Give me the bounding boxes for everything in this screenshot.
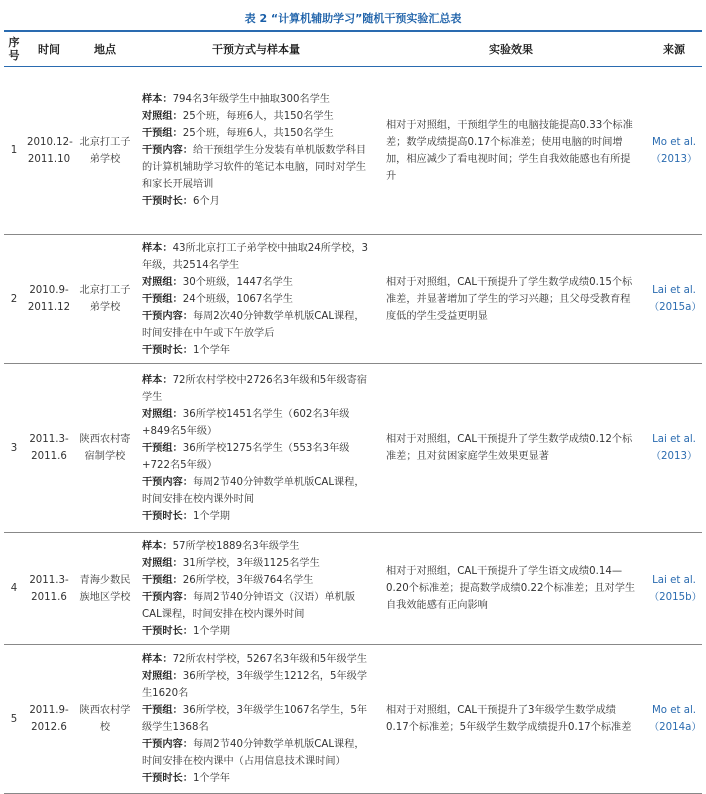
content-label: 干预内容： [142, 476, 193, 488]
header-location: 地点 [94, 42, 116, 56]
row-location: 陕西农村学校 [79, 705, 131, 733]
experiment-summary-table [4, 30, 702, 794]
table-row [4, 67, 702, 235]
sample-label: 样本： [142, 540, 173, 552]
sample-label: 样本： [142, 654, 173, 665]
treatment-label: 干预组： [142, 442, 183, 454]
sample-value: 794名3年级学生中抽取300名学生 [172, 94, 330, 105]
content-line [142, 308, 373, 342]
control-value: 31所学校，3年级1125名学生 [182, 557, 320, 569]
row-effect: 相对于对照组，CAL干预提升了学生数学成绩0.12个标准差；且对贫困家庭学生效果更显著 [386, 434, 633, 462]
sample-value: 43所北京打工子弟学校中抽取24所学校，3年级，共2514名学生 [142, 242, 368, 271]
row-source: Lai et al.（2013） [650, 434, 698, 462]
treatment-line [142, 440, 373, 474]
sample-line [142, 538, 373, 555]
treatment-line [142, 702, 373, 736]
header-time: 时间 [38, 42, 60, 56]
sample-label: 样本： [142, 94, 173, 105]
row-effect: 相对于对照组，干预组学生的电脑技能提高0.33个标准差；数学成绩提高0.17个标准差；使用电脑的时间增加，相应减少了看电视时间；学生自我效能感也有所提升 [386, 119, 633, 182]
duration-label: 干预时长： [142, 625, 193, 637]
table-row [4, 364, 702, 533]
control-label: 对照组： [142, 557, 183, 569]
content-value: 每周2节40分钟语文（汉语）单机版CAL课程，时间安排在校内课外时间 [142, 591, 356, 620]
control-line [142, 108, 373, 125]
content-value: 每周2节40分钟数学单机版CAL课程，时间安排在校内课外时间 [142, 476, 365, 505]
table-row [4, 645, 702, 794]
content-value: 每周2节40分钟数学单机版CAL课程，时间安排在校内课中（占用信息技术课时间） [142, 739, 365, 767]
treatment-line [142, 572, 373, 589]
header-effect: 实验效果 [489, 42, 533, 56]
control-line [142, 274, 373, 291]
control-value: 36所学校，3年级学生1212名，5年级学生1620名 [142, 671, 368, 699]
duration-line [142, 193, 373, 210]
duration-label: 干预时长： [142, 510, 193, 522]
treatment-line [142, 291, 373, 308]
row-location: 北京打工子弟学校 [79, 136, 131, 165]
duration-line [142, 508, 373, 525]
content-line [142, 589, 373, 623]
treatment-value: 36所学校，3年级学生1067名学生，5年级学生1368名 [142, 705, 368, 733]
row-effect: 相对于对照组，CAL干预提升了学生数学成绩0.15个标准差，并显著增加了学生的学习兴趣；且父母受教育程度低的学生受益更明显 [386, 276, 633, 322]
control-label: 对照组： [142, 276, 183, 288]
row-no: 4 [10, 583, 18, 594]
control-label: 对照组： [142, 111, 183, 122]
row-source: Lai et al.（2015a） [649, 285, 702, 313]
control-value: 30个班级，1447名学生 [182, 276, 293, 288]
duration-value: 1个学期 [192, 625, 230, 637]
duration-value: 1个学年 [192, 344, 230, 356]
row-method [136, 645, 376, 794]
treatment-label: 干预组： [142, 574, 183, 586]
row-time: 2011.9-2012.6 [29, 705, 69, 733]
sample-line [142, 372, 373, 406]
sample-line [142, 651, 373, 668]
duration-value: 1个学期 [192, 510, 230, 522]
row-effect: 相对于对照组，CAL干预提升了3年级学生数学成绩0.17个标准差；5年级学生数学成绩提升0.17个标准差 [386, 705, 632, 733]
control-value: 36所学校1451名学生（602名3年级+849名5年级） [142, 408, 350, 437]
row-method [136, 364, 376, 533]
content-line [142, 142, 373, 193]
row-time: 2010.12-2011.10 [27, 136, 73, 165]
treatment-label: 干预组： [142, 293, 183, 305]
control-label: 对照组： [142, 671, 183, 682]
treatment-value: 26所学校，3年级764名学生 [182, 574, 314, 586]
treatment-line [142, 125, 373, 142]
table-row [4, 533, 702, 645]
row-no: 3 [10, 442, 18, 454]
content-label: 干预内容： [142, 310, 193, 322]
content-value: 每周2次40分钟数学单机版CAL课程，时间安排在中午或下午放学后 [142, 310, 365, 339]
content-value: 给干预组学生分发装有单机版数学科目的计算机辅助学习软件的笔记本电脑，同时对学生和家长开展培训 [142, 145, 367, 190]
duration-line [142, 770, 373, 787]
row-no: 2 [10, 293, 18, 305]
duration-line [142, 623, 373, 640]
sample-line [142, 240, 373, 274]
sample-value: 72所农村学校中2726名3年级和5年级寄宿学生 [142, 374, 368, 403]
row-no: 5 [10, 713, 18, 725]
content-line [142, 474, 373, 508]
duration-value: 6个月 [192, 196, 220, 207]
treatment-label: 干预组： [142, 128, 183, 139]
header-method: 干预方式与样本量 [212, 42, 300, 56]
header-source: 来源 [663, 42, 685, 56]
content-line [142, 736, 373, 770]
sample-line [142, 91, 373, 108]
control-line [142, 668, 373, 702]
treatment-value: 36所学校1275名学生（553名3年级+722名5年级） [142, 442, 350, 471]
row-source: Mo et al.（2014a） [649, 705, 702, 733]
header-no: 序号 [8, 36, 20, 62]
row-time: 2010.9-2011.12 [27, 285, 71, 313]
row-time: 2011.3-2011.6 [29, 574, 69, 603]
duration-line [142, 342, 373, 359]
row-method [136, 533, 376, 645]
control-line [142, 406, 373, 440]
content-label: 干预内容： [142, 739, 193, 750]
table-row [4, 235, 702, 364]
control-value: 25个班，每班6人，共150名学生 [182, 111, 334, 122]
row-method [136, 67, 376, 235]
duration-label: 干预时长： [142, 344, 193, 356]
content-label: 干预内容： [142, 145, 193, 156]
sample-label: 样本： [142, 242, 173, 254]
treatment-label: 干预组： [142, 705, 183, 716]
row-location: 青海少数民族地区学校 [79, 574, 131, 603]
sample-value: 57所学校1889名3年级学生 [172, 540, 300, 552]
header-row [4, 31, 702, 67]
treatment-value: 24个班级，1067名学生 [182, 293, 293, 305]
row-effect: 相对于对照组，CAL干预提升了学生语文成绩0.14—0.20个标准差；提高数学成绩0.22个标准差；且对学生自我效能感有正向影响 [386, 566, 636, 611]
row-no: 1 [10, 145, 18, 156]
duration-label: 干预时长： [142, 773, 193, 784]
control-label: 对照组： [142, 408, 183, 420]
content-label: 干预内容： [142, 591, 193, 603]
row-location: 陕西农村寄宿制学校 [79, 434, 131, 462]
duration-label: 干预时长： [142, 196, 193, 207]
duration-value: 1个学年 [192, 773, 230, 784]
row-method [136, 235, 376, 364]
sample-label: 样本： [142, 374, 173, 386]
control-line [142, 555, 373, 572]
sample-value: 72所农村学校，5267名3年级和5年级学生 [172, 654, 368, 665]
row-source: Lai et al.（2015b） [649, 574, 702, 603]
row-time: 2011.3-2011.6 [29, 434, 69, 462]
row-source: Mo et al.（2013） [650, 136, 698, 165]
table-caption: 表 2 “计算机辅助学习”随机干预实验汇总表 [244, 12, 462, 25]
treatment-value: 25个班，每班6人，共150名学生 [182, 128, 334, 139]
row-location: 北京打工子弟学校 [79, 285, 131, 313]
